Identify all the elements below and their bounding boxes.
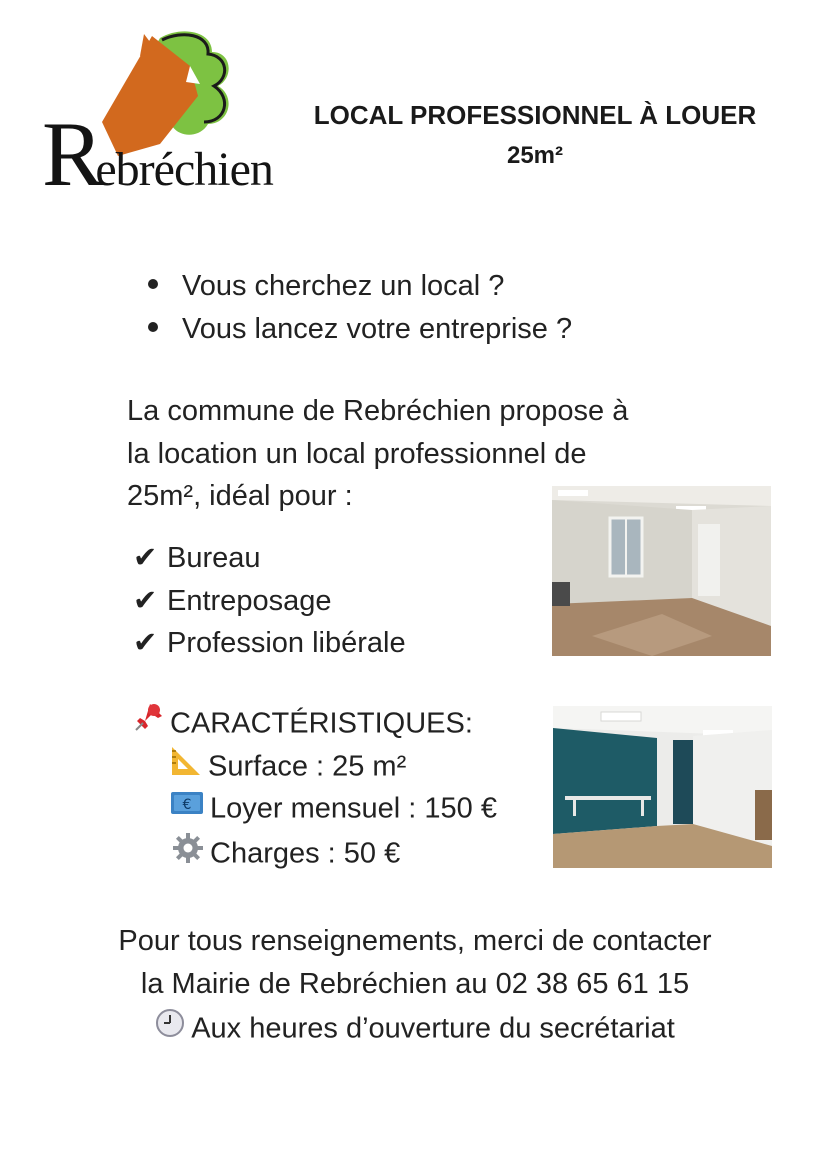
characteristics-heading-label: CARACTÉRISTIQUES:	[170, 707, 473, 740]
bullet-icon	[148, 279, 158, 289]
svg-text:€: €	[182, 797, 192, 813]
check-icon: ✔	[133, 542, 158, 574]
use-label: Profession libérale	[167, 627, 406, 659]
contact-hours-text: Aux heures d’ouverture du secrétariat	[191, 1012, 675, 1045]
use-label: Bureau	[167, 542, 261, 574]
check-icon: ✔	[133, 627, 158, 659]
page-subtitle: 25m²	[506, 142, 564, 169]
logo-wordmark-initial: R	[42, 103, 102, 205]
logo-wordmark-rest: ebréchien	[95, 143, 273, 196]
room-photo-1	[552, 486, 771, 656]
check-icon: ✔	[133, 585, 158, 617]
use-label: Entreposage	[167, 585, 332, 617]
intro-line: 25m², idéal pour :	[127, 480, 353, 512]
euro-banknote-icon	[170, 788, 204, 826]
characteristic-item	[170, 748, 406, 788]
characteristic-item	[170, 791, 497, 829]
room-photo-2	[553, 706, 772, 868]
contact-line: Pour tous renseignements, merci de contacter	[118, 925, 712, 957]
intro-line: La commune de Rebréchien propose à	[127, 395, 629, 427]
characteristic-label: Surface : 25 m²	[208, 750, 407, 783]
characteristic-item	[172, 835, 400, 875]
page-title: LOCAL PROFESSIONNEL À LOUER	[313, 100, 757, 130]
characteristic-label: Loyer mensuel : 150 €	[210, 792, 497, 825]
clock-icon	[155, 1008, 185, 1046]
question-text: Vous cherchez un local ?	[182, 270, 505, 302]
use-item	[133, 583, 331, 618]
question-item	[148, 270, 504, 303]
use-item	[133, 540, 261, 575]
pushpin-icon	[132, 702, 164, 742]
question-item	[148, 313, 572, 346]
triangle-ruler-icon	[170, 745, 202, 785]
bullet-icon	[148, 322, 158, 332]
characteristic-label: Charges : 50 €	[210, 837, 401, 870]
intro-line: la location un local professionnel de	[127, 438, 587, 470]
contact-line: la Mairie de Rebréchien au 02 38 65 61 15	[140, 968, 690, 1000]
question-text: Vous lancez votre entreprise ?	[182, 313, 573, 345]
characteristics-heading	[132, 705, 473, 745]
gear-icon	[172, 832, 204, 872]
use-item	[133, 625, 406, 660]
room-photo-icon	[553, 706, 772, 868]
room-photo-icon	[552, 486, 771, 656]
logo-wordmark	[42, 103, 273, 205]
contact-hours	[0, 1011, 830, 1049]
